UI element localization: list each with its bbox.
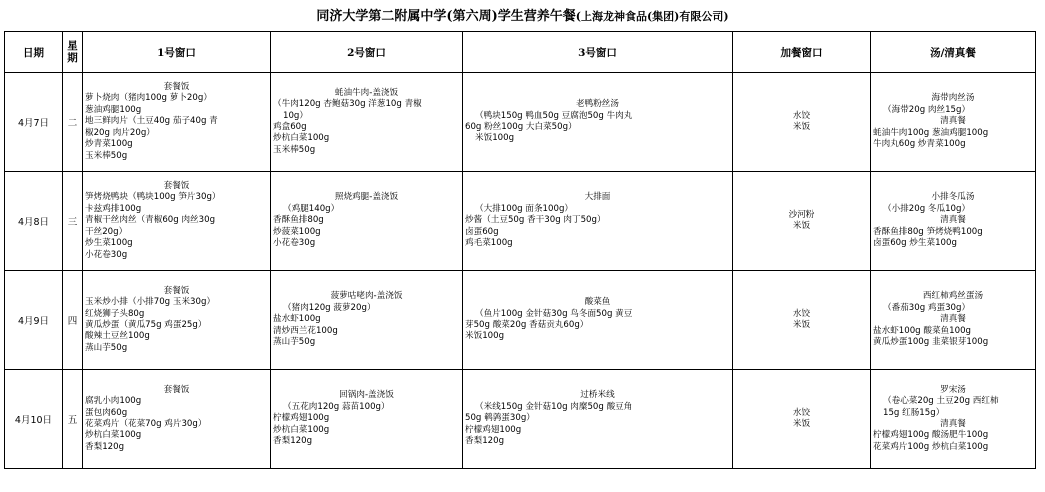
menu-line: 小花卷30g	[273, 238, 316, 249]
menu-line: 蛋包肉60g	[85, 407, 128, 418]
extra-window-cell	[733, 271, 871, 370]
header-extra-window: 加餐窗口	[733, 32, 871, 73]
menu-line: 卡兹鸡排100g	[85, 203, 142, 214]
dish-title: 酸菜鱼	[584, 297, 611, 308]
menu-line: 红烧狮子头80g	[85, 308, 145, 319]
weekday-cell: 二	[63, 73, 83, 172]
menu-line: 15g 红肠15g）	[883, 407, 945, 418]
menu-line: 米饭100g	[465, 331, 505, 342]
date-cell: 4月10日	[5, 370, 63, 469]
dish-title: 西红柿鸡丝蛋汤	[922, 291, 984, 302]
dish-title: 套餐饭	[163, 82, 190, 93]
menu-line: 鸡毛菜100g	[465, 238, 513, 249]
menu-line: 米饭	[792, 320, 811, 330]
dish-title: 套餐饭	[163, 285, 190, 296]
menu-line: 炒菠菜100g	[273, 226, 321, 237]
window-1-menu-cell	[83, 73, 271, 172]
dish-title: 小排冬瓜汤	[931, 192, 975, 203]
day-row	[5, 271, 1036, 370]
soup-halal-cell	[871, 73, 1036, 172]
day-row	[5, 73, 1036, 172]
menu-line: 炒杭白菜100g	[85, 430, 142, 441]
menu-line: （鸭块150g 鸭血50g 豆腐泡50g 牛肉丸	[475, 110, 633, 121]
dish-title: 回锅肉-盖浇饭	[339, 390, 394, 401]
dish-title: 过桥米线	[580, 390, 615, 401]
window-3-menu-cell	[463, 73, 733, 172]
dish-title: 罗宋汤	[940, 384, 966, 395]
menu-line: （五花肉120g 蒜苗100g）	[283, 401, 390, 412]
window-1-menu-cell	[83, 172, 271, 271]
menu-line: 炒杭白菜100g	[273, 133, 330, 144]
menu-line: 10g）	[283, 110, 308, 121]
day-row	[5, 370, 1036, 469]
window-1-menu-cell	[83, 271, 271, 370]
menu-line: 60g 粉丝100g 大白菜50g）	[465, 122, 577, 132]
menu-line: （大排100g 面条100g）	[475, 203, 574, 214]
window-3-menu-cell	[463, 172, 733, 271]
dish-title: 菠萝咕咾肉-盖浇饭	[330, 291, 403, 302]
page-title	[0, 5, 1045, 24]
menu-line: 花菜鸡片（花菜70g 鸡片30g）	[85, 419, 207, 429]
menu-line: 萝卜烧肉（猪肉100g 萝卜20g）	[85, 93, 212, 104]
menu-line: （小排20g 冬瓜10g）	[883, 203, 971, 214]
soup-halal-cell	[871, 370, 1036, 469]
menu-line: 炒杭白菜100g	[273, 424, 330, 435]
dish-title: 老鸭粉丝汤	[576, 99, 619, 110]
date-cell: 4月9日	[5, 271, 63, 370]
header-window-1: 1号窗口	[83, 32, 271, 73]
dish-title: 蚝油牛肉-盖浇饭	[334, 87, 399, 98]
menu-line: 柠檬鸡翅100g	[273, 413, 330, 424]
menu-line: 水饺	[792, 407, 811, 418]
menu-line: （海带20g 肉丝15g）	[883, 104, 971, 115]
menu-line: 腐乳小肉100g	[85, 396, 142, 407]
menu-line: （猪肉120g 菠萝20g）	[283, 302, 376, 313]
extra-window-cell	[733, 73, 871, 172]
menu-line: 50g 鹌鹑蛋30g）	[465, 413, 535, 424]
menu-line: 卤蛋60g	[465, 226, 499, 237]
lunch-menu-table	[4, 31, 1036, 469]
menu-line: 清真餐	[940, 116, 966, 127]
menu-line: 米饭	[792, 419, 811, 429]
menu-line: 沙河粉	[788, 209, 815, 220]
menu-line: 蒸山芋50g	[273, 337, 316, 348]
weekday-cell: 五	[63, 370, 83, 469]
window-2-menu-cell	[271, 73, 463, 172]
header-soup-halal: 汤/清真餐	[871, 32, 1036, 73]
date-cell: 4月7日	[5, 73, 63, 172]
menu-line: 炒生菜100g	[85, 238, 133, 249]
menu-line: （牛肉120g 杏鲍菇30g 洋葱10g 青椒	[273, 99, 422, 110]
menu-line: 黄瓜炒蛋100g 韭菜银芽100g	[873, 337, 989, 348]
menu-line: 清真餐	[940, 215, 966, 226]
menu-line: 炒青菜100g	[85, 139, 133, 150]
menu-line: 玉米棒50g	[273, 144, 316, 155]
soup-halal-cell	[871, 271, 1036, 370]
extra-window-cell	[733, 370, 871, 469]
menu-line: 清真餐	[940, 419, 966, 429]
dish-title: 套餐饭	[163, 384, 190, 395]
window-2-menu-cell	[271, 370, 463, 469]
menu-line: （卷心菜20g 土豆20g 西红柿	[883, 396, 999, 407]
menu-line: 小花卷30g	[85, 249, 128, 260]
menu-line: 清炒西兰花100g	[273, 325, 338, 336]
menu-line: 卤蛋60g 炒生菜100g	[873, 238, 957, 249]
menu-line: 芽50g 酸菜20g 香菇贡丸60g）	[465, 320, 589, 330]
menu-line: 花菜鸡片100g 炒杭白菜100g	[873, 441, 989, 452]
menu-line: 米饭	[792, 221, 811, 231]
menu-line: 水饺	[792, 110, 811, 121]
menu-line: 柠檬鸡翅100g 酸汤肥牛100g	[873, 430, 989, 441]
header-window-2: 2号窗口	[271, 32, 463, 73]
window-2-menu-cell	[271, 271, 463, 370]
weekday-cell: 三	[63, 172, 83, 271]
menu-line: 椒20g 肉片20g）	[85, 127, 155, 138]
header-date: 日期	[5, 32, 63, 73]
menu-line: 香酥鱼排80g	[273, 215, 324, 226]
menu-line: （米线150g 金针菇10g 肉糜50g 酸豆角	[475, 401, 633, 412]
header-weekday: 星期	[63, 32, 83, 73]
menu-line: 鸡盒60g	[273, 122, 307, 132]
menu-line: 玉米棒50g	[85, 150, 128, 161]
title-supplier: (上海龙神食品(集团)有限公司)	[575, 10, 729, 23]
menu-line: 干丝20g）	[85, 226, 128, 237]
menu-line: 香梨120g	[465, 436, 505, 447]
menu-line: （番茄30g 鸡蛋30g）	[883, 302, 971, 313]
menu-line: 葱油鸡腿100g	[85, 104, 142, 115]
menu-line: 蚝油牛肉100g 葱油鸡腿100g	[873, 127, 989, 138]
weekday-cell: 四	[63, 271, 83, 370]
soup-halal-cell	[871, 172, 1036, 271]
header-window-3: 3号窗口	[463, 32, 733, 73]
menu-line: 牛肉丸60g 炒青菜100g	[873, 139, 966, 150]
dish-title: 照烧鸡腿-盖浇饭	[334, 192, 399, 203]
menu-line: 柠檬鸡翅100g	[465, 424, 522, 435]
menu-line: 笋烤烧鸭块（鸭块100g 笋片30g）	[85, 192, 221, 203]
window-2-menu-cell	[271, 172, 463, 271]
menu-line: 水饺	[792, 308, 811, 319]
date-cell: 4月8日	[5, 172, 63, 271]
menu-line: 地三鲜肉片（土豆40g 茄子40g 青	[85, 116, 218, 127]
extra-window-cell	[733, 172, 871, 271]
menu-line: 香梨120g	[273, 436, 313, 447]
menu-line: 香梨120g	[85, 441, 125, 452]
window-3-menu-cell	[463, 370, 733, 469]
menu-line: 盐水虾100g	[273, 314, 321, 325]
title-main: 同济大学第二附属中学(第六周)学生营养午餐	[316, 9, 576, 24]
menu-line: 米饭	[792, 122, 811, 132]
menu-line: 玉米炒小排（小排70g 玉米30g）	[85, 297, 216, 308]
day-rows	[5, 73, 1036, 469]
menu-line: 香酥鱼排80g 笋烤烧鸭100g	[873, 226, 983, 237]
dish-title: 海带肉丝汤	[931, 93, 975, 104]
menu-line: 黄瓜炒蛋（黄瓜75g 鸡蛋25g）	[85, 320, 207, 330]
menu-line: 盐水虾100g 酸菜鱼100g	[873, 325, 972, 336]
window-1-menu-cell	[83, 370, 271, 469]
dish-title: 套餐饭	[163, 181, 190, 192]
menu-line: 清真餐	[940, 314, 966, 325]
menu-line: 米饭100g	[475, 133, 515, 144]
window-3-menu-cell	[463, 271, 733, 370]
menu-line: 炒酱（土豆50g 香干30g 肉丁50g）	[465, 215, 606, 226]
menu-line: 蒸山芋50g	[85, 342, 128, 353]
menu-line: （鸡腿140g）	[283, 203, 340, 214]
header-row	[5, 32, 1036, 73]
dish-title: 大排面	[584, 192, 611, 203]
menu-line: 酸辣土豆丝100g	[85, 331, 150, 342]
menu-line: （鱼片100g 金针菇30g 鸟冬面50g 黄豆	[475, 308, 633, 319]
day-row	[5, 172, 1036, 271]
menu-line: 青椒干丝肉丝（青椒60g 肉丝30g	[85, 215, 216, 226]
